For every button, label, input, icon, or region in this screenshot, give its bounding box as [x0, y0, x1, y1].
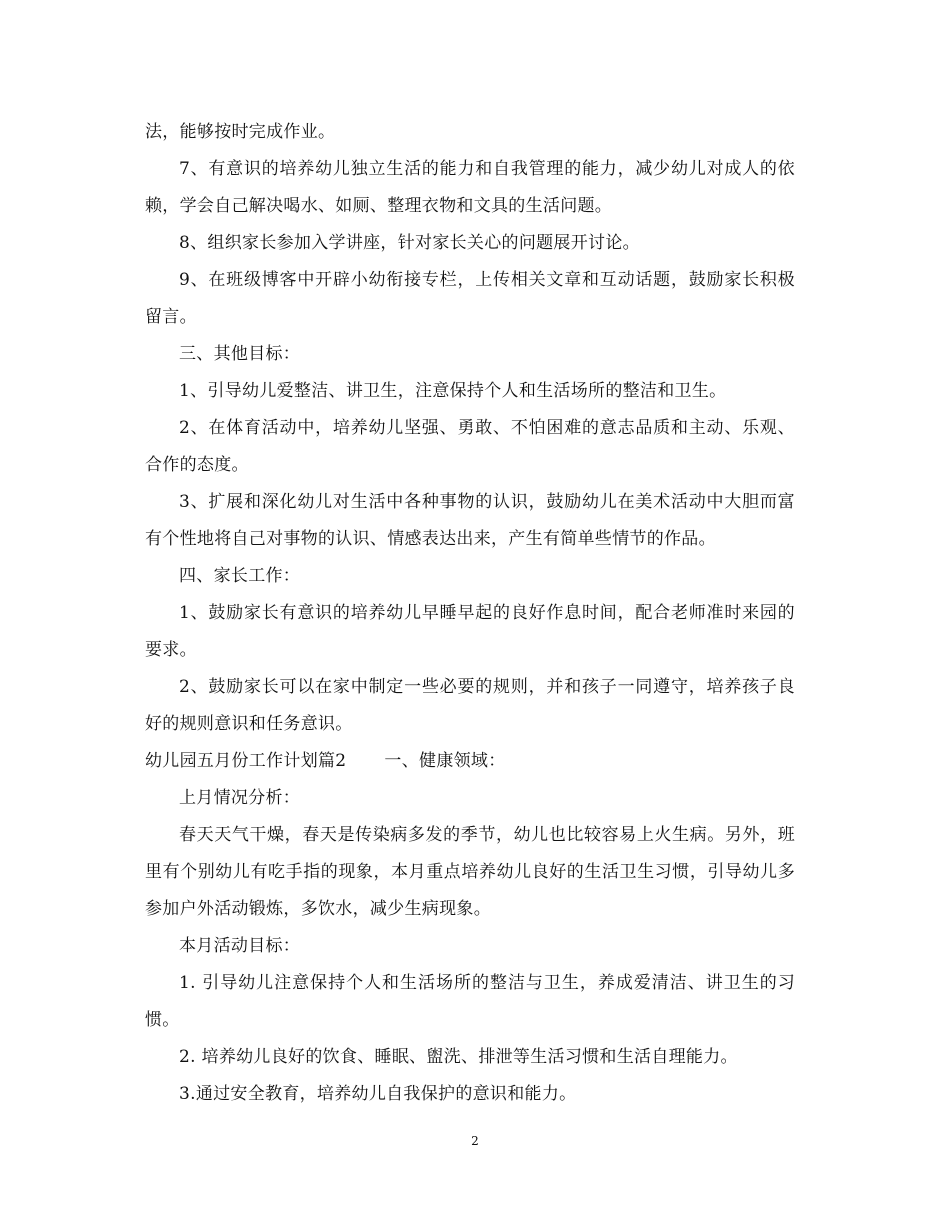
- section-heading: 三、其他目标：: [179, 344, 301, 364]
- paragraph: 8、组织家长参加入学讲座，针对家长关心的问题展开讨论。: [179, 233, 640, 253]
- section-heading: 一、健康领域：: [384, 751, 506, 771]
- paragraph: 1、引导幼儿爱整洁、讲卫生，注意保持个人和生活场所的整洁和卫生。: [179, 381, 727, 401]
- paragraph: 9、在班级博客中开辟小幼衔接专栏，上传相关文章和互动话题，鼓励家长积极留言。: [145, 270, 795, 327]
- paragraph: 法，能够按时完成作业。: [145, 122, 336, 142]
- paragraph: 2. 培养幼儿良好的饮食、睡眠、盥洗、排泄等生活习惯和生活自理能力。: [179, 1047, 738, 1067]
- paragraph: 3.通过安全教育，培养幼儿自我保护的意识和能力。: [179, 1084, 577, 1104]
- document-body: [145, 114, 795, 1113]
- paragraph: 1、鼓励家长有意识的培养幼儿早睡早起的良好作息时间，配合老师准时来园的要求。: [145, 603, 795, 660]
- sub-heading: 本月活动目标：: [179, 936, 301, 956]
- article-title: 幼儿园五月份工作计划篇2: [145, 751, 347, 771]
- paragraph: 春天天气干燥，春天是传染病多发的季节，幼儿也比较容易上火生病。另外，班里有个别幼儿有吃手指的现象，本月重点培养幼儿良好的生活卫生习惯，引导幼儿多参加户外活动锻炼，多饮水，减少生病现象。: [145, 825, 795, 919]
- sub-heading: 上月情况分析：: [179, 788, 301, 808]
- paragraph: 3、扩展和深化幼儿对生活中各种事物的认识，鼓励幼儿在美术活动中大胆而富有个性地将自己对事物的认识、情感表达出来，产生有简单些情节的作品。: [145, 492, 795, 549]
- paragraph: 2、在体育活动中，培养幼儿坚强、勇敢、不怕困难的意志品质和主动、乐观、合作的态度。: [145, 418, 795, 475]
- article-title-line: [145, 743, 795, 780]
- page-number: 2: [471, 1134, 479, 1148]
- paragraph: 2、鼓励家长可以在家中制定一些必要的规则，并和孩子一同遵守，培养孩子良好的规则意识和任务意识。: [145, 677, 795, 734]
- paragraph: 1. 引导幼儿注意保持个人和生活场所的整洁与卫生，养成爱清洁、讲卫生的习惯。: [145, 973, 795, 1030]
- section-heading: 四、家长工作：: [179, 566, 301, 586]
- paragraph: 7、有意识的培养幼儿独立生活的能力和自我管理的能力，减少幼儿对成人的依赖，学会自己解决喝水、如厕、整理衣物和文具的生活问题。: [145, 159, 795, 216]
